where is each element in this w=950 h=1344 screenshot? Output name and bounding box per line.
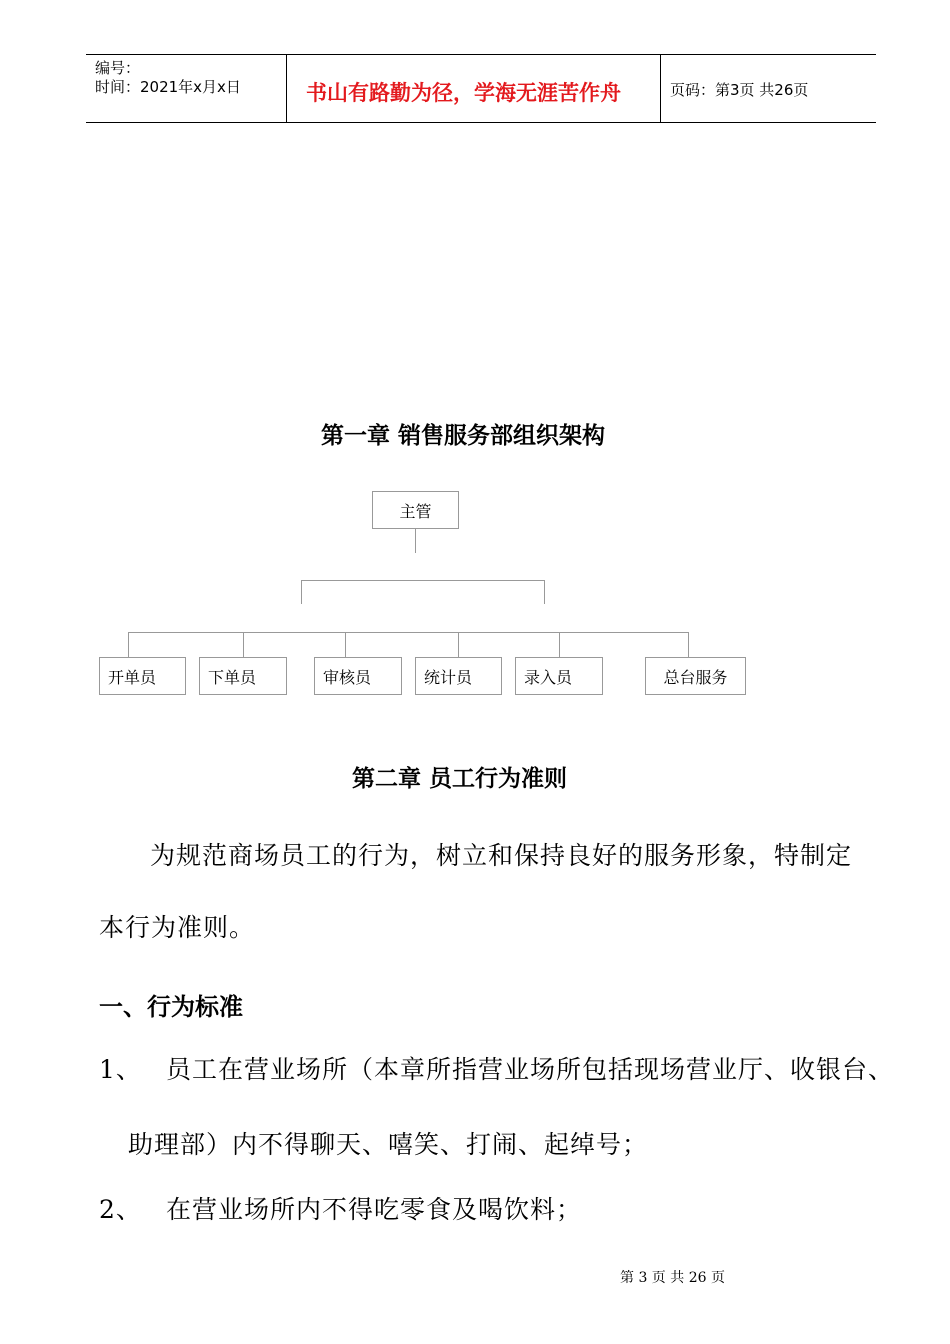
- item-text: 在营业场所内不得吃零食及喝饮料；: [166, 1195, 583, 1224]
- header-motto: 书山有路勤为径，学海无涯苦作舟: [306, 81, 621, 105]
- org-connector: [544, 580, 545, 604]
- intro-line-1: 为规范商场员工的行为，树立和保持良好的服务形象，特制定: [150, 841, 853, 870]
- org-child-label: 下单员: [208, 667, 257, 687]
- item-number: 1、: [99, 1055, 142, 1084]
- header-divider-right: [660, 54, 661, 122]
- org-child-label: 审核员: [323, 667, 372, 687]
- org-child-label: 开单员: [108, 667, 157, 687]
- item-number: 2、: [99, 1195, 142, 1224]
- header-top-rule: [86, 54, 876, 55]
- page-footer: 第 3 页 共 26 页: [620, 1270, 725, 1286]
- org-root-label: 主管: [399, 501, 432, 521]
- org-child-label: 总台服务: [663, 667, 728, 687]
- org-root-box: [372, 491, 459, 529]
- org-child-box: [645, 657, 746, 695]
- org-connector: [688, 632, 689, 658]
- item-text-continued: 助理部）内不得聊天、嘻笑、打闹、起绰号；: [128, 1130, 649, 1159]
- section1-title: 一、行为标准: [99, 993, 243, 1021]
- org-child-box: [199, 657, 287, 695]
- header-page-info: 页码：第3页 共26页: [670, 81, 809, 99]
- org-connector: [301, 580, 302, 604]
- header-divider-left: [286, 54, 287, 122]
- org-connector: [301, 580, 545, 581]
- org-child-box: [415, 657, 502, 695]
- item-text: 员工在营业场所（本章所指营业场所包括现场营业厅、收银台、: [166, 1055, 895, 1084]
- chapter1-title: 第一章 销售服务部组织架构: [321, 423, 606, 449]
- header-bottom-rule: [86, 122, 876, 123]
- header-number-label: 编号：: [95, 59, 141, 77]
- org-connector: [559, 632, 560, 658]
- chapter2-title: 第二章 员工行为准则: [352, 766, 568, 792]
- org-connector: [345, 632, 346, 658]
- org-child-box: [515, 657, 603, 695]
- org-connector: [458, 632, 459, 658]
- org-child-label: 录入员: [524, 667, 573, 687]
- org-connector: [128, 632, 129, 658]
- org-connector: [415, 529, 416, 553]
- org-connector: [128, 632, 689, 633]
- org-child-box: [314, 657, 402, 695]
- header-time-label: 时间：2021年x月x日: [95, 78, 241, 96]
- intro-line-2: 本行为准则。: [99, 913, 256, 942]
- org-child-label: 统计员: [424, 667, 473, 687]
- org-child-box: [99, 657, 186, 695]
- org-connector: [243, 632, 244, 658]
